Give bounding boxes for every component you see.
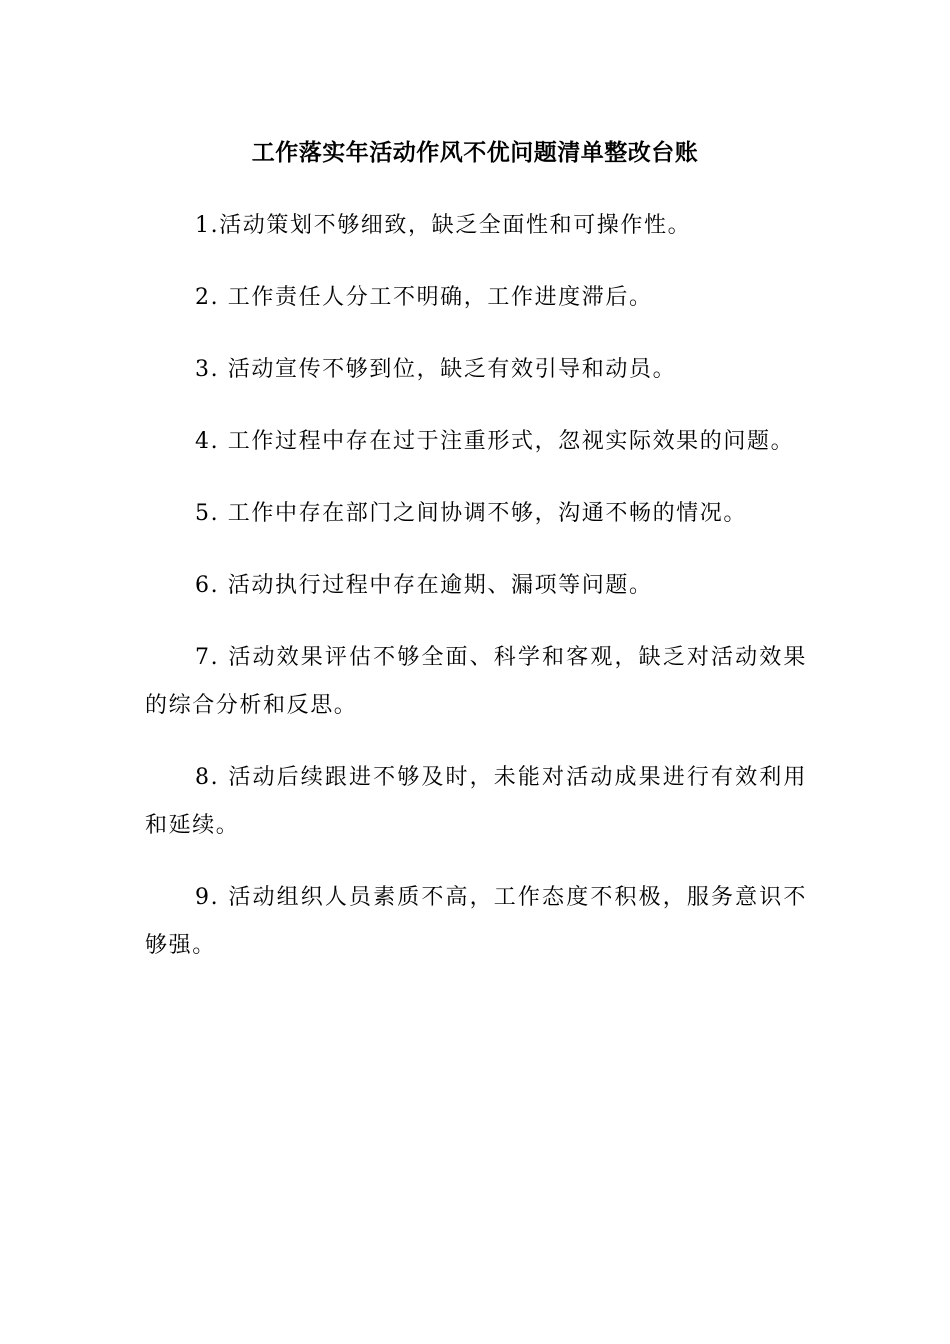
list-item: 5. 工作中存在部门之间协调不够，沟通不畅的情况。	[195, 501, 747, 526]
list-item: 6. 活动执行过程中存在逾期、漏项等问题。	[195, 573, 653, 598]
list-item: 4. 工作过程中存在过于注重形式，忽视实际效果的问题。	[195, 429, 795, 454]
issue-list	[145, 202, 807, 994]
list-item: 7. 活动效果评估不够全面、科学和客观，缺乏对活动效果的综合分析和反思。	[145, 645, 807, 718]
list-item: 1.活动策划不够细致，缺乏全面性和可操作性。	[195, 213, 692, 238]
list-item: 8. 活动后续跟进不够及时，未能对活动成果进行有效利用和延续。	[145, 765, 807, 838]
list-item: 3. 活动宣传不够到位，缺乏有效引导和动员。	[195, 357, 677, 382]
list-item: 2. 工作责任人分工不明确，工作进度滞后。	[195, 285, 653, 310]
document-title: 工作落实年活动作风不优问题清单整改台账	[251, 140, 699, 166]
list-item: 9. 活动组织人员素质不高，工作态度不积极，服务意识不够强。	[145, 885, 807, 958]
